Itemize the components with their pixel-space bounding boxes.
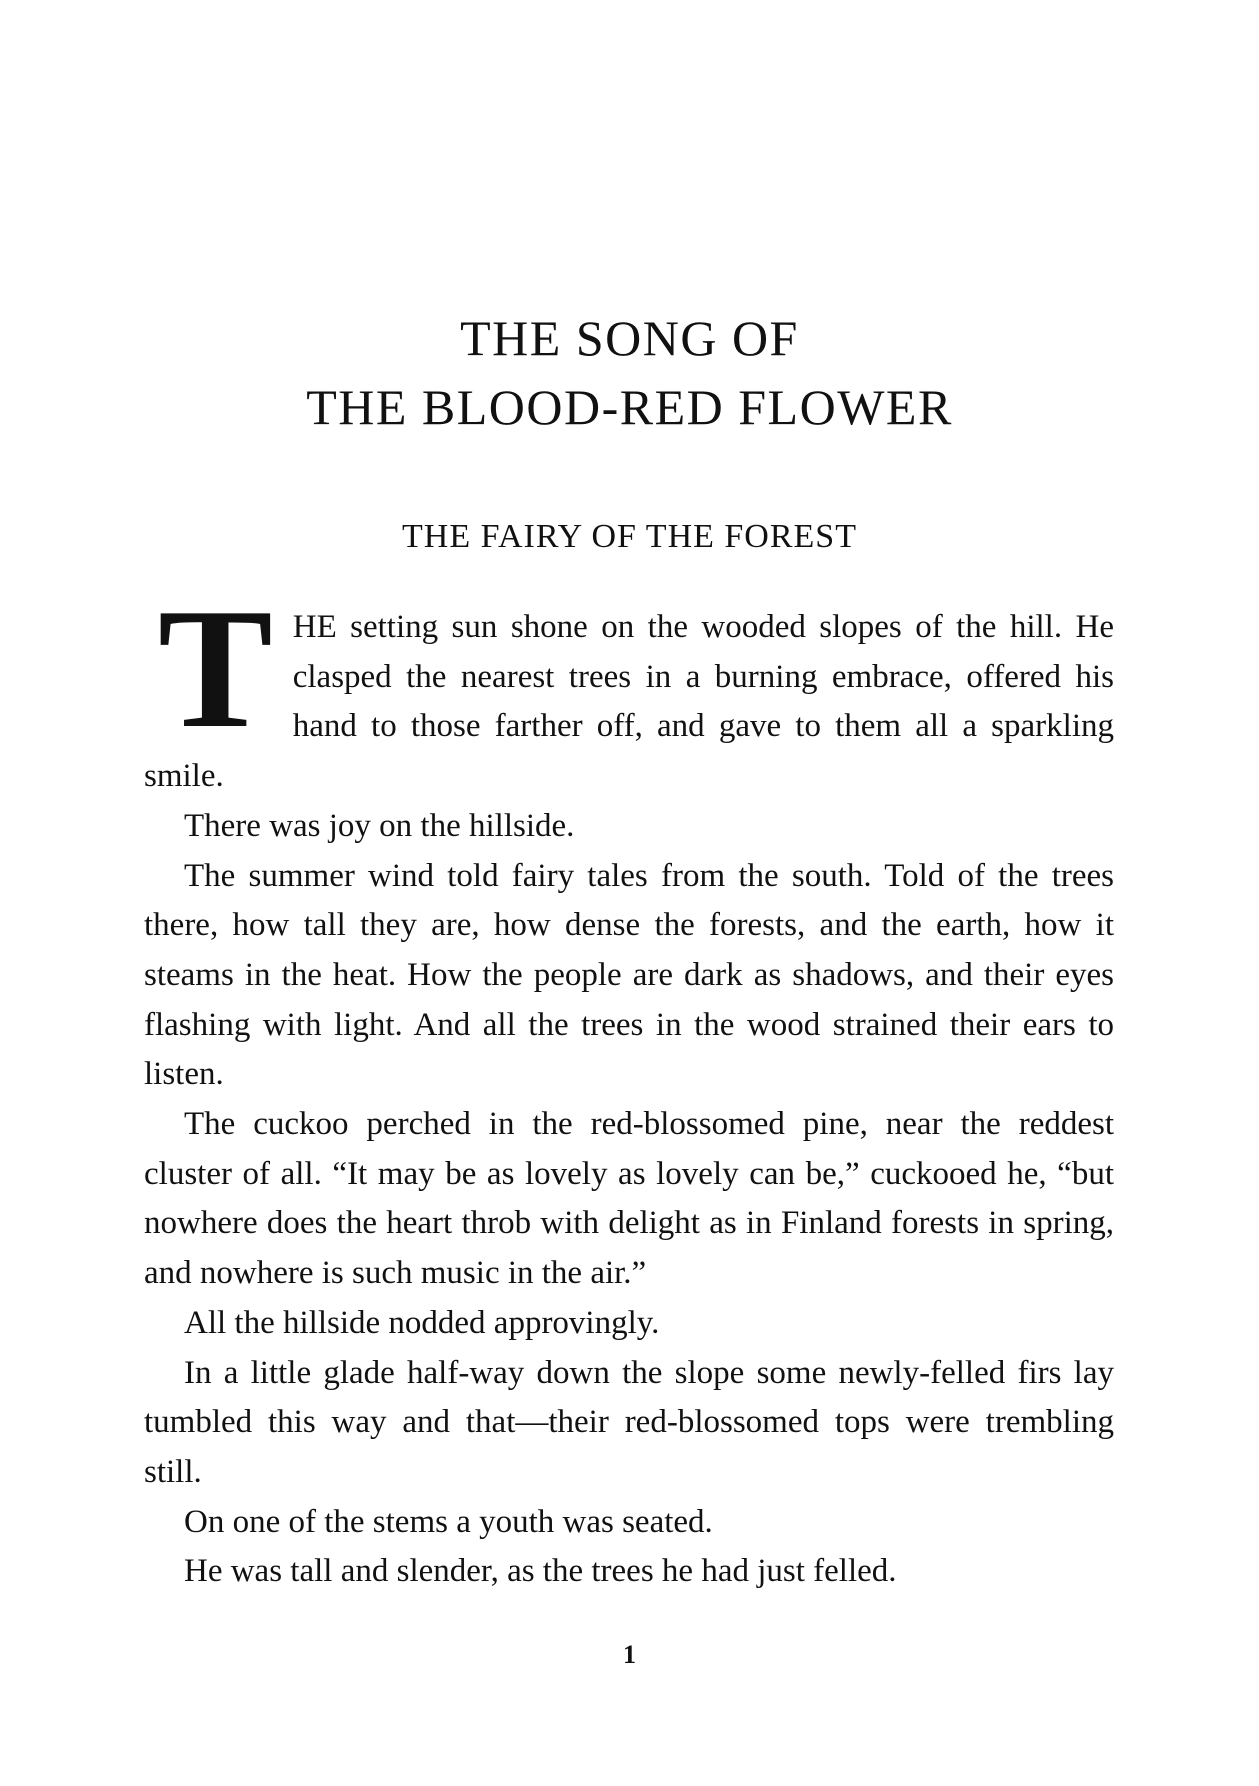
body-text — [144, 574, 1114, 1597]
book-title-line-2: THE BLOOD-RED FLOWER — [306, 379, 953, 435]
paragraph-1 — [144, 574, 1114, 802]
page-number: 1 — [623, 1640, 636, 1669]
chapter-title: THE FAIRY OF THE FOREST — [402, 518, 857, 555]
paragraph-6: In a little glade half-way down the slope some newly-felled firs lay tumbled this way and that—their red-blossomed tops were trembling still. — [144, 1354, 1114, 1490]
paragraph-2: There was joy on the hillside. — [184, 807, 575, 844]
paragraph-3: The summer wind told fairy tales from the south. Told of the trees there, how tall they are, how dense the forests, and the earth, how it steams in the heat. How the people are dark as shadows, and their eyes flashing with light. And all the trees in the wood strained their ears to listen. — [144, 857, 1114, 1093]
paragraph-7: On one of the stems a youth was seated. — [184, 1503, 713, 1540]
paragraph-5: All the hillside nodded approvingly. — [184, 1304, 660, 1341]
paragraph-4: The cuckoo perched in the red-blossomed pine, near the reddest cluster of all. “It may be as lovely as lovely can be,” cuckooed he, “but nowhere does the heart throb with delight as in Finland forests in spring, and nowhere is such music in the air.” — [144, 1106, 1114, 1292]
paragraph-text: HE setting sun shone on the wooded slopes of the hill. He clasped the nearest trees in a burning embrace, offered his hand to those farther off, and gave to them all a sparkling smile. — [144, 609, 1114, 795]
paragraph-8: He was tall and slender, as the trees he had just felled. — [184, 1553, 897, 1590]
book-title-line-1: THE SONG OF — [460, 310, 799, 366]
drop-cap: T — [158, 574, 273, 764]
